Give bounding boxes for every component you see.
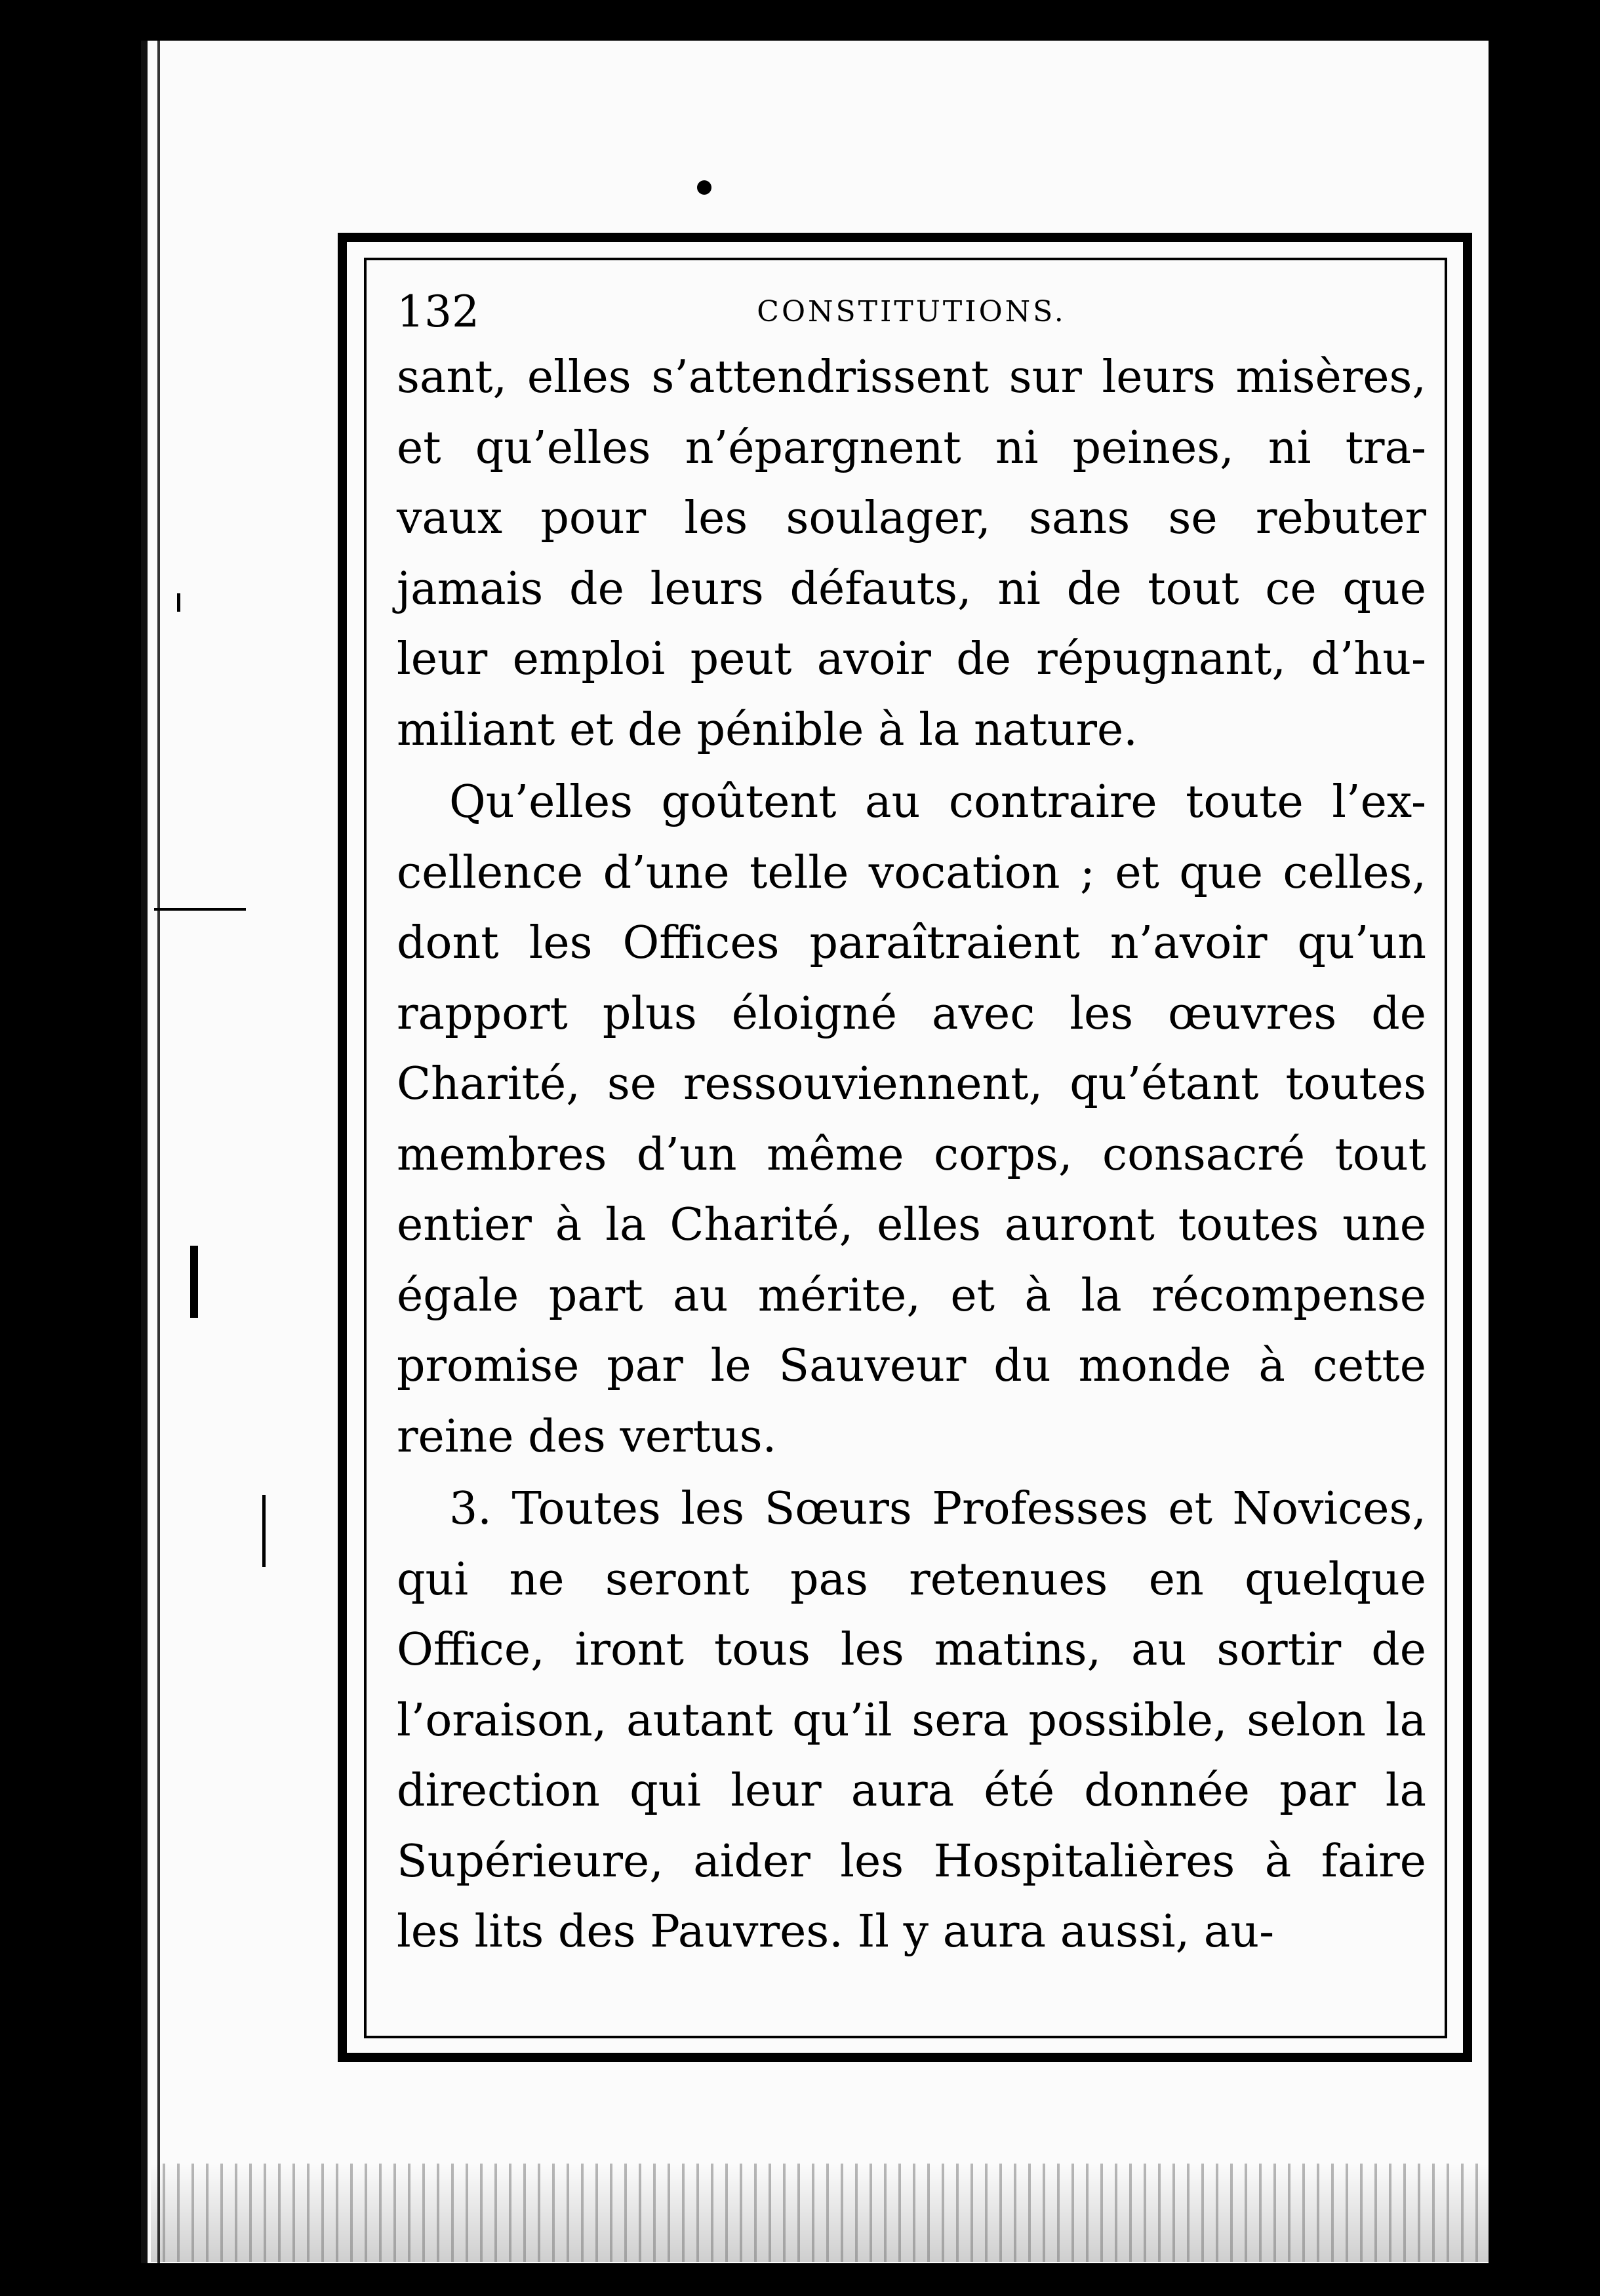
text-line: et qu’elles n’épargnent ni peines, ni tra- <box>397 422 1426 474</box>
text-line: 3. Toutes les Sœurs Professes et Novices, <box>449 1483 1426 1535</box>
paragraph-2 <box>397 767 1426 1472</box>
text-line: leur emploi peut avoir de répugnant, d’hu- <box>397 633 1426 685</box>
text-line: vaux pour les soulager, sans se rebuter <box>397 492 1426 544</box>
text-line: jamais de leurs défauts, ni de tout ce que <box>397 563 1426 615</box>
text-line: l’oraison, autant qu’il sera possible, selon la <box>397 1694 1426 1747</box>
text-line: Charité, se ressouviennent, qu’étant toutes <box>397 1058 1426 1110</box>
text-line: dont les Offices paraîtraient n’avoir qu’un <box>397 917 1426 969</box>
text-line: entier à la Charité, elles auront toutes une <box>397 1199 1426 1251</box>
binding-edge <box>141 41 148 2263</box>
text-line: sant, elles s’attendrissent sur leurs misères, <box>397 351 1426 403</box>
text-line: promise par le Sauveur du monde à cette <box>397 1340 1426 1392</box>
text-line: rapport plus éloigné avec les œuvres de <box>397 987 1426 1040</box>
page-number: 132 <box>397 287 479 337</box>
margin-mark-right-1 <box>1508 616 1512 633</box>
binding-edge-inner <box>157 41 160 2263</box>
paragraph-3 <box>397 1474 1426 1968</box>
text-block <box>397 282 1426 2019</box>
ink-dot-mark <box>697 180 711 195</box>
text-line: égale part au mérite, et à la récompense <box>397 1269 1426 1322</box>
margin-mark-left-2 <box>154 908 246 911</box>
margin-mark-left-4 <box>262 1495 266 1567</box>
body-text <box>397 342 1426 1968</box>
margin-mark-left-1 <box>177 593 180 612</box>
paragraph-1 <box>397 342 1426 765</box>
text-line: Qu’elles goûtent au contraire toute l’ex- <box>449 776 1426 828</box>
text-line: qui ne seront pas retenues en quelque <box>397 1553 1426 1606</box>
text-line: Office, iront tous les matins, au sortir de <box>397 1624 1426 1676</box>
margin-mark-left-3 <box>190 1246 198 1318</box>
scan-noise-bottom <box>151 2164 1489 2262</box>
text-line: les lits des Pauvres. Il y aura aussi, au- <box>397 1906 1275 1958</box>
text-line: reine des vertus. <box>397 1410 777 1463</box>
text-line: cellence d’une telle vocation ; et que celles, <box>397 846 1426 899</box>
text-line: membres d’un même corps, consacré tout <box>397 1128 1426 1181</box>
text-line: miliant et de pénible à la nature. <box>397 703 1138 756</box>
page-header <box>397 282 1426 342</box>
text-line: direction qui leur aura été donnée par la <box>397 1765 1426 1817</box>
running-title: CONSTITUTIONS. <box>757 295 1066 328</box>
text-line: Supérieure, aider les Hospitalières à faire <box>397 1835 1426 1888</box>
